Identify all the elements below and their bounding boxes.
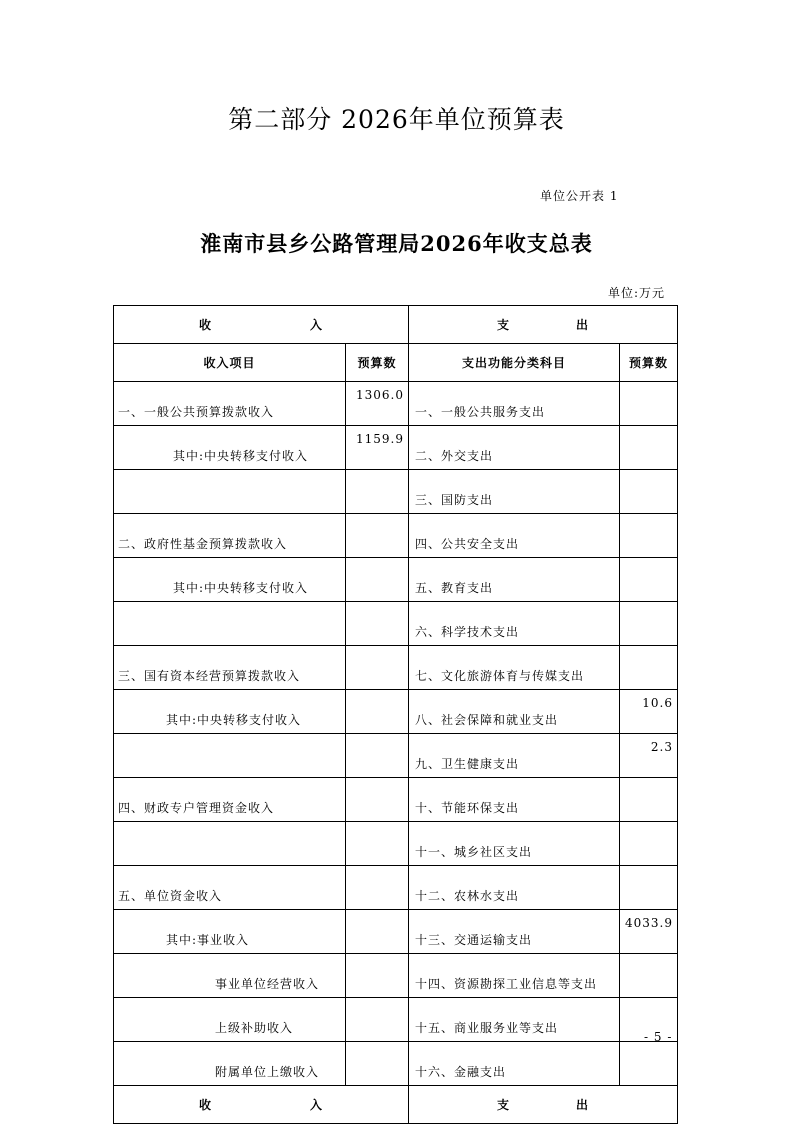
income-amount: 1159.9 (346, 426, 409, 470)
income-amount (346, 822, 409, 866)
expense-item: 四、公共安全支出 (409, 514, 620, 558)
expense-item: 五、教育支出 (409, 558, 620, 602)
income-amount (346, 734, 409, 778)
expense-item: 十、节能环保支出 (409, 778, 620, 822)
table-row (114, 1042, 678, 1086)
income-item (114, 734, 346, 778)
table-row (114, 998, 678, 1042)
income-item: 其中:事业收入 (114, 910, 346, 954)
table-row (114, 602, 678, 646)
expense-band-char-1: 支 (496, 318, 510, 332)
income-item: 一、一般公共预算拨款收入 (114, 382, 346, 426)
income-band-header (114, 306, 409, 344)
unit-label: 单位:万元 (608, 286, 666, 300)
income-band-char-1: 收 (198, 318, 212, 332)
budget-summary-table (113, 305, 678, 1124)
expense-item: 七、文化旅游体育与传媒支出 (409, 646, 620, 690)
expense-footer-char-2: 出 (576, 1098, 590, 1112)
income-amount (346, 514, 409, 558)
income-item: 二、政府性基金预算拨款收入 (114, 514, 346, 558)
table-row (114, 514, 678, 558)
expense-band-char-2: 出 (576, 318, 590, 332)
expense-budget-header: 预算数 (620, 344, 678, 382)
income-amount: 1306.0 (346, 382, 409, 426)
table-row (114, 734, 678, 778)
table-row (114, 910, 678, 954)
expense-item: 三、国防支出 (409, 470, 620, 514)
income-amount (346, 778, 409, 822)
expense-amount (620, 822, 678, 866)
expense-amount (620, 602, 678, 646)
expense-item: 八、社会保障和就业支出 (409, 690, 620, 734)
expense-amount (620, 778, 678, 822)
expense-item: 十五、商业服务业等支出 (409, 998, 620, 1042)
table-row (114, 822, 678, 866)
income-item-header: 收入项目 (114, 344, 346, 382)
main-title: 淮南市县乡公路管理局2026年收支总表 (200, 231, 593, 256)
expense-item: 十六、金融支出 (409, 1042, 620, 1086)
income-item: 上级补助收入 (114, 998, 346, 1042)
income-item: 其中:中央转移支付收入 (114, 558, 346, 602)
income-item: 事业单位经营收入 (114, 954, 346, 998)
column-header-row (114, 344, 678, 382)
header-band-row (114, 306, 678, 344)
income-item: 其中:中央转移支付收入 (114, 426, 346, 470)
income-item (114, 470, 346, 514)
expense-amount (620, 382, 678, 426)
expense-item: 十四、资源勘探工业信息等支出 (409, 954, 620, 998)
expense-amount (620, 646, 678, 690)
income-band-char-2: 入 (310, 318, 324, 332)
income-amount (346, 470, 409, 514)
income-item: 四、财政专户管理资金收入 (114, 778, 346, 822)
expense-amount: 2.3 (620, 734, 678, 778)
income-amount (346, 954, 409, 998)
expense-item: 六、科学技术支出 (409, 602, 620, 646)
income-budget-header: 预算数 (346, 344, 409, 382)
expense-amount (620, 1042, 678, 1086)
expense-item: 一、一般公共服务支出 (409, 382, 620, 426)
table-row (114, 690, 678, 734)
table-row (114, 954, 678, 998)
income-amount (346, 646, 409, 690)
expense-amount (620, 426, 678, 470)
expense-amount (620, 470, 678, 514)
table-row (114, 382, 678, 426)
expense-band-footer (409, 1086, 678, 1124)
expense-item: 十三、交通运输支出 (409, 910, 620, 954)
page-number: - 5 - (644, 1030, 673, 1044)
income-item: 三、国有资本经营预算拨款收入 (114, 646, 346, 690)
expense-item: 十二、农林水支出 (409, 866, 620, 910)
expense-item: 二、外交支出 (409, 426, 620, 470)
expense-footer-char-1: 支 (496, 1098, 510, 1112)
table-row (114, 778, 678, 822)
income-item: 五、单位资金收入 (114, 866, 346, 910)
expense-item: 九、卫生健康支出 (409, 734, 620, 778)
income-amount (346, 910, 409, 954)
income-amount (346, 866, 409, 910)
table-number: 单位公开表 1 (540, 189, 619, 203)
expense-amount: 4033.9 (620, 910, 678, 954)
table-row (114, 646, 678, 690)
income-amount (346, 558, 409, 602)
income-band-footer (114, 1086, 409, 1124)
income-amount (346, 690, 409, 734)
income-amount (346, 998, 409, 1042)
income-amount (346, 1042, 409, 1086)
expense-item: 十一、城乡社区支出 (409, 822, 620, 866)
expense-item-header: 支出功能分类科目 (409, 344, 620, 382)
expense-band-header (409, 306, 678, 344)
expense-amount (620, 558, 678, 602)
income-item (114, 602, 346, 646)
footer-band-row (114, 1086, 678, 1124)
income-footer-char-2: 入 (310, 1098, 324, 1112)
table-row (114, 470, 678, 514)
expense-amount (620, 514, 678, 558)
income-amount (346, 602, 409, 646)
table-row (114, 866, 678, 910)
income-item: 其中:中央转移支付收入 (114, 690, 346, 734)
income-item: 附属单位上缴收入 (114, 1042, 346, 1086)
expense-amount (620, 866, 678, 910)
part-title: 第二部分 2026年单位预算表 (228, 105, 565, 134)
expense-amount (620, 954, 678, 998)
income-footer-char-1: 收 (198, 1098, 212, 1112)
table-row (114, 426, 678, 470)
income-item (114, 822, 346, 866)
expense-amount: 10.6 (620, 690, 678, 734)
table-row (114, 558, 678, 602)
